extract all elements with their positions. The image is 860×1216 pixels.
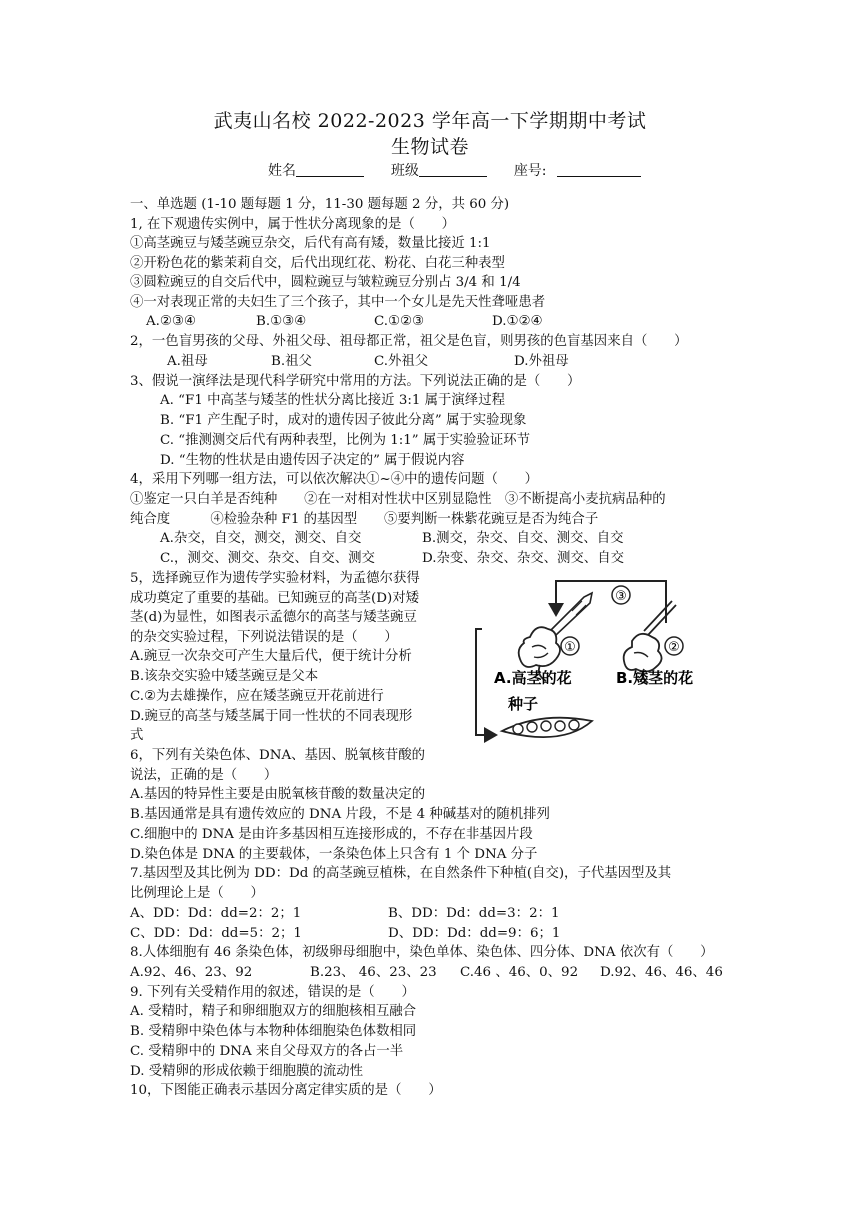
exam-subtitle: 生物试卷 xyxy=(390,136,469,158)
tweezers-icon xyxy=(644,601,676,635)
q5-line: 5，选择豌豆作为遗传学实验材料，为孟德尔获得 xyxy=(130,571,420,586)
q1-item: ④一对表现正常的夫妇生了三个孩子，其中一个女儿是先天性聋哑患者 xyxy=(130,295,546,310)
q6-stem-end: 说法，正确的是（ ） xyxy=(130,768,278,783)
q8-option-c[interactable]: C.46 、46、0、92 xyxy=(460,965,579,980)
student-info-line xyxy=(268,160,641,180)
q3-stem: 3、假说一演绎法是现代科学研究中常用的方法。下列说法正确的是（ ） xyxy=(130,374,581,389)
q1-option-c[interactable]: C.①②③ xyxy=(374,314,425,329)
q4-option-a[interactable]: A.杂交，自交，测交，测交、自交 xyxy=(160,531,362,546)
q2-option-c[interactable]: C.外祖父 xyxy=(374,354,429,369)
q10-stem: 10，下图能正确表示基因分离定律实质的是（ ） xyxy=(130,1083,442,1098)
flower-a-label: A.高茎的花 xyxy=(494,669,572,687)
q8-option-a[interactable]: A.92、46、23、92 xyxy=(130,965,253,980)
q3-option-d[interactable]: D. “生物的性状是由遗传因子决定的” 属于假说内容 xyxy=(160,453,465,468)
q1-item: ③圆粒豌豆的自交后代中，圆粒豌豆与皱粒豌豆分别占 3/4 和 1/4 xyxy=(130,275,521,290)
q2-option-b[interactable]: B.祖父 xyxy=(271,354,312,369)
q6-option-d[interactable]: D.染色体是 DNA 的主要载体，一条染色体上只含有 1 个 DNA 分子 xyxy=(130,847,538,862)
seat-label: 座号: xyxy=(513,163,547,179)
seed-pod-icon xyxy=(502,718,592,737)
q5-option-a[interactable]: A.豌豆一次杂交可产生大量后代，便于统计分析 xyxy=(130,649,412,664)
q1-option-d[interactable]: D.①②④ xyxy=(492,314,543,329)
step3-label: ③ xyxy=(615,589,627,604)
q7-stem-end: 比例理论上是（ ） xyxy=(130,886,264,901)
q1-option-a[interactable]: A.②③④ xyxy=(146,314,196,329)
hybridization-figure xyxy=(474,571,702,749)
q7-stem: 7.基因型及其比例为 DD：Dd 的高茎豌豆植株，在自然条件下种植(自交)，子代基因型及其 xyxy=(130,866,672,881)
section-heading: 一、单选题 (1-10 题每题 1 分，11-30 题每题 2 分，共 60 分) xyxy=(130,197,510,212)
q5-option-c[interactable]: C.②为去雄操作，应在矮茎豌豆开花前进行 xyxy=(130,689,384,704)
q3-option-a[interactable]: A. “F1 中高茎与矮茎的性状分离比接近 3:1 属于演绎过程 xyxy=(160,393,505,408)
q3-option-b[interactable]: B. “F1 产生配子时，成对的遗传因子彼此分离” 属于实验现象 xyxy=(160,413,527,428)
seed-arrow xyxy=(476,629,496,735)
q2-stem: 2，一色盲男孩的父母、外祖父母、祖母都正常，祖父是色盲，则男孩的色盲基因来自（ ） xyxy=(130,334,688,349)
q7-option-b[interactable]: B、DD：Dd：dd=3：2：1 xyxy=(388,906,560,921)
flower-b-label: B.矮茎的花 xyxy=(616,669,694,687)
q5-option-b[interactable]: B.该杂交实验中矮茎豌豆是父本 xyxy=(130,669,319,684)
q5-line: 茎(d)为显性，如图表示孟德尔的高茎与矮茎豌豆 xyxy=(130,610,417,625)
q2-option-a[interactable]: A.祖母 xyxy=(167,354,208,369)
q7-option-d[interactable]: D、DD：Dd：dd=9：6；1 xyxy=(388,926,561,941)
q4-option-b[interactable]: B.测交，杂交、自交、测交、自交 xyxy=(422,531,624,546)
class-label: 班级 xyxy=(390,163,419,179)
q5-stem-end: 的杂交实验过程，下列说法错误的是（ ） xyxy=(130,630,398,645)
exam-title: 武夷山名校 2022-2023 学年高一下学期期中考试 xyxy=(213,110,647,132)
q9-option-a[interactable]: A. 受精时，精子和卵细胞双方的细胞核相互融合 xyxy=(130,1004,416,1019)
q4-option-d[interactable]: D.杂变、杂交、杂交、测交、自交 xyxy=(422,551,624,566)
q9-option-d[interactable]: D. 受精卵的形成依赖于细胞膜的流动性 xyxy=(130,1064,364,1079)
step2-label: ② xyxy=(668,640,680,655)
q7-option-a[interactable]: A、DD：Dd：dd=2：2；1 xyxy=(130,906,302,921)
q4-line: 纯合度 ④检验杂种 F1 的基因型 ⑤要判断一株紫花豌豆是否为纯合子 xyxy=(130,512,599,527)
q4-line: ①鉴定一只白羊是否纯种 ②在一对相对性状中区别显隐性 ③不断提高小麦抗病品种的 xyxy=(130,492,666,507)
q9-stem: 9. 下列有关受精作用的叙述，错误的是（ ） xyxy=(130,985,415,1000)
step1-label: ① xyxy=(564,640,576,655)
q6-option-a[interactable]: A.基因的特异性主要是由脱氧核苷酸的数量决定的 xyxy=(130,787,426,802)
q5-line: 成功奠定了重要的基础。已知豌豆的高茎(D)对矮 xyxy=(130,591,419,606)
name-field[interactable] xyxy=(296,162,364,177)
q8-stem: 8.人体细胞有 46 条染色体，初级卵母细胞中，染色单体、染色体、四分体、DNA 依次有（ ） xyxy=(130,945,714,960)
seat-field[interactable] xyxy=(557,162,641,177)
q7-option-c[interactable]: C、DD：Dd：dd=5：2；1 xyxy=(130,926,302,941)
q3-option-c[interactable]: C. “推测测交后代有两种表型，比例为 1:1” 属于实验验证环节 xyxy=(160,433,531,448)
q5-option-d-cont: 式 xyxy=(130,728,144,743)
q2-option-d[interactable]: D.外祖母 xyxy=(514,354,569,369)
q6-line: 6，下列有关染色体、DNA、基因、脱氧核苷酸的 xyxy=(130,748,426,763)
q4-option-c[interactable]: C.，测交、测交、杂交、自交、测交 xyxy=(160,551,375,566)
q6-option-b[interactable]: B.基因通常是具有遗传效应的 DNA 片段，不是 4 种碱基对的随机排列 xyxy=(130,807,550,822)
q8-option-b[interactable]: B.23、 46、23、23 xyxy=(310,965,437,980)
q1-stem: 1, 在下观遗传实例中，属于性状分离现象的是（ ） xyxy=(130,217,456,232)
seed-label: 种子 xyxy=(508,695,539,713)
q8-option-d[interactable]: D.92、46、46、46 xyxy=(600,965,723,980)
q5-option-d[interactable]: D.豌豆的高茎与矮茎属于同一性状的不同表现形 xyxy=(130,709,413,724)
q4-stem: 4，采用下列哪一组方法，可以依次解决①~④中的遗传问题（ ） xyxy=(130,472,539,487)
name-label: 姓名 xyxy=(268,163,296,179)
class-field[interactable] xyxy=(419,162,487,177)
q6-option-c[interactable]: C.细胞中的 DNA 是由许多基因相互连接形成的，不存在非基因片段 xyxy=(130,827,533,842)
q9-option-c[interactable]: C. 受精卵中的 DNA 来自父母双方的各占一半 xyxy=(130,1044,404,1059)
q1-item: ②开粉色花的紫茉莉自交，后代出现红花、粉花、白花三种表型 xyxy=(130,256,505,271)
q1-item: ①高茎豌豆与矮茎豌豆杂交，后代有高有矮，数量比接近 1:1 xyxy=(130,236,491,251)
q1-option-b[interactable]: B.①③④ xyxy=(256,314,307,329)
q9-option-b[interactable]: B. 受精卵中染色体与本物种体细胞染色体数相同 xyxy=(130,1024,417,1039)
